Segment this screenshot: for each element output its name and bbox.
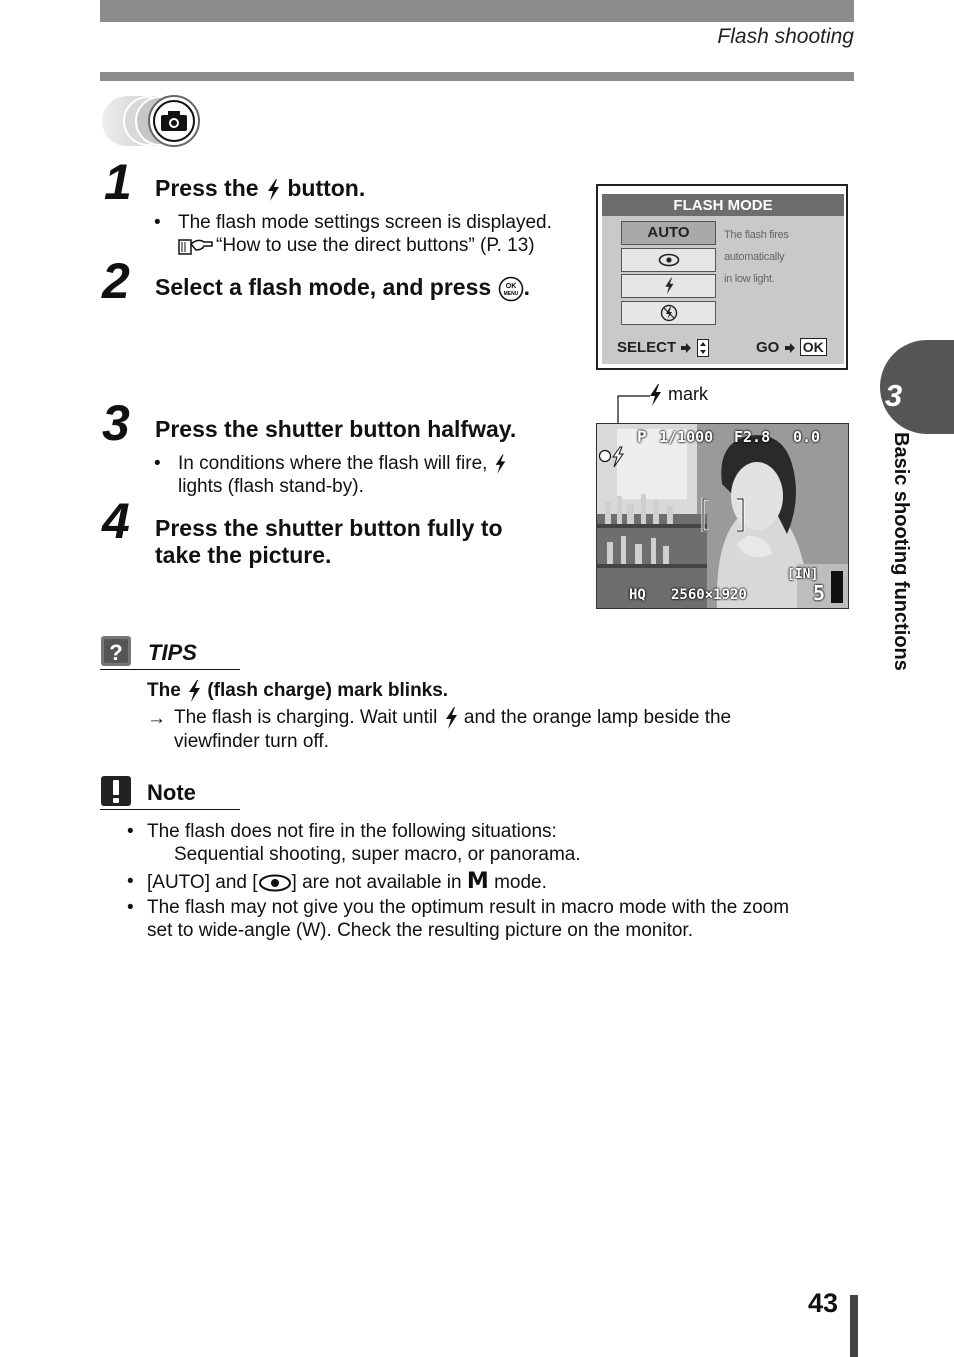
- arrow-right-icon: [784, 342, 796, 354]
- flash-mode-description: The flash fires automatically in low light.: [724, 229, 789, 285]
- flash-icon: [265, 178, 281, 202]
- tips-icon: [101, 636, 131, 666]
- chapter-label: Basic shooting functions: [890, 432, 912, 671]
- quality-mode: HQ: [629, 587, 646, 603]
- svg-text:MENU: MENU: [503, 290, 518, 297]
- page-number-bar: [850, 1295, 858, 1357]
- divider-bar: [100, 72, 854, 81]
- ok-key: OK: [800, 338, 827, 356]
- step-1-reference: “How to use the direct buttons” (P. 13): [178, 234, 535, 257]
- section-title: Flash shooting: [717, 25, 854, 48]
- svg-text:OK: OK: [505, 282, 516, 290]
- ok-menu-button-icon: [498, 276, 524, 302]
- tips-arrow: →: [147, 708, 166, 729]
- flash-standby-icon: [598, 446, 628, 468]
- note-icon: [101, 776, 131, 806]
- shutter-speed: 1/1000: [659, 428, 714, 446]
- arrow-right-icon: [680, 342, 692, 354]
- flash-option-red-eye[interactable]: [621, 248, 716, 272]
- viewfinder-photo: [596, 423, 849, 609]
- svg-text:?: ?: [109, 640, 123, 665]
- flash-mode-title: FLASH MODE: [602, 194, 844, 216]
- step-2-title: Select a flash mode, and press OK MENU .: [155, 274, 530, 300]
- manual-mode-letter: M: [466, 869, 489, 894]
- battery-bar: [831, 571, 843, 603]
- note-item-1: • The flash does not fire in the following situations: Sequential shooting, super macro, or panorama.: [127, 821, 581, 865]
- note-item-3: • The flash may not give you the optimum result in macro mode with the zoom set to wide-angle (W). Check the resulting picture on the monitor.: [127, 897, 790, 941]
- up-down-arrow-icon: [697, 339, 709, 357]
- step-1-number: 1: [104, 154, 132, 210]
- flash-icon: [663, 277, 675, 295]
- af-target-mark: [701, 498, 745, 532]
- flash-icon: [647, 383, 663, 407]
- step-3-bullet-cont: lights (flash stand-by).: [178, 476, 364, 497]
- red-eye-icon: [258, 874, 292, 892]
- exposure-compensation: 0.0: [793, 428, 821, 446]
- tips-rule: [100, 669, 240, 670]
- tips-heading: TIPS: [148, 640, 197, 665]
- flash-icon: [186, 679, 202, 703]
- shooting-mode: P: [637, 427, 647, 446]
- note-rule: [100, 809, 240, 810]
- page-reference-icon: [178, 236, 214, 256]
- step-1-bullet: • The flash mode settings screen is displayed.: [154, 212, 552, 233]
- go-hint: GO OK: [756, 339, 827, 356]
- chapter-number: 3: [885, 378, 903, 413]
- memory-indicator: [IN]: [787, 567, 819, 582]
- flash-option-auto[interactable]: AUTO: [621, 221, 716, 245]
- note-heading: Note: [147, 780, 196, 805]
- step-1-title: Press the button.: [155, 175, 366, 201]
- step-3-number: 3: [102, 395, 130, 451]
- remaining-shots: 5: [813, 581, 826, 605]
- flash-icon: [443, 706, 459, 730]
- header-bar: [100, 0, 854, 22]
- step-3-title: Press the shutter button halfway.: [155, 416, 517, 442]
- step-4-number: 4: [102, 493, 130, 549]
- image-resolution: 2560×1920: [671, 587, 747, 603]
- flash-option-fill-in[interactable]: [621, 274, 716, 298]
- red-eye-icon: [658, 253, 680, 267]
- step-4-title: Press the shutter button fully to take the picture.: [155, 515, 503, 568]
- aperture-value: F2.8: [734, 428, 771, 446]
- flash-off-icon: [660, 304, 678, 322]
- page-number: 43: [807, 1288, 838, 1318]
- select-hint: SELECT: [617, 339, 709, 357]
- step-2-number: 2: [102, 253, 130, 309]
- tips-item-title: The (flash charge) mark blinks.: [147, 680, 449, 702]
- flash-option-off[interactable]: [621, 301, 716, 325]
- tips-item-body: The flash is charging. Wait until and the orange lamp beside the viewfinder turn off.: [174, 707, 732, 752]
- mark-callout: mark: [647, 383, 708, 407]
- camera-mode-icon: [102, 94, 214, 148]
- step-3-bullet: • In conditions where the flash will fire,: [178, 452, 507, 475]
- note-item-2: • [AUTO] and [ ] are not available in M mode.: [127, 869, 547, 894]
- flash-icon: [493, 453, 507, 475]
